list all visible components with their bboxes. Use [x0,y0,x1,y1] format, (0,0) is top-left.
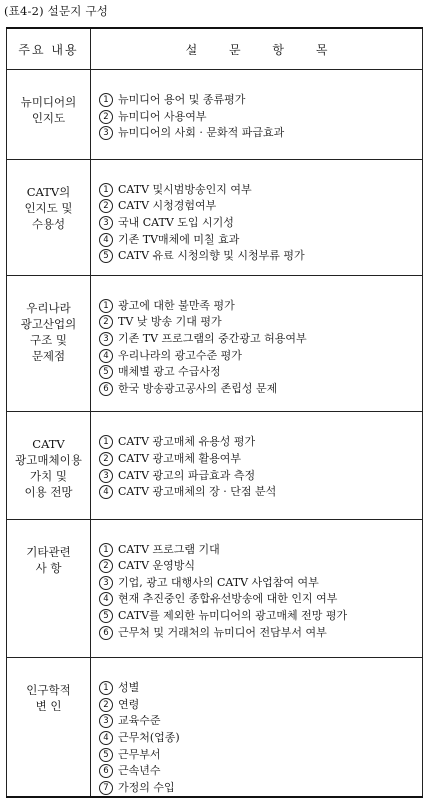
item-number-badge: 3 [99,216,113,230]
item-number-badge: 4 [99,485,113,499]
item-text: 가정의 수입 [118,781,175,794]
item-text: 뉴미디어 용어 및 종류평가 [118,93,245,106]
section-items [91,412,423,519]
list-item [99,730,422,747]
header-items: 설 문 항 목 [91,28,423,70]
list-item [99,125,422,142]
list-item [99,215,422,232]
item-number-badge: 3 [99,576,113,590]
item-list [99,542,422,642]
item-text: CATV 운영방식 [118,559,195,572]
section-topic-line: 기타관련 [7,544,90,560]
item-text: 뉴미디어의 사회 · 문화적 파급효과 [118,126,284,139]
section-topic-line: 가치 및 [7,468,90,484]
section-topic-line: 인지도 및 [7,200,90,216]
item-number-badge: 1 [99,93,113,107]
section-topic-line: CATV [7,436,90,452]
list-item [99,434,422,451]
item-text: TV 낮 방송 기대 평가 [118,315,222,328]
section-row [7,70,423,160]
section-row [7,412,423,519]
section-topic-line: 수용성 [7,216,90,232]
list-item [99,780,422,797]
item-number-badge: 1 [99,435,113,449]
item-number-badge: 5 [99,365,113,379]
list-item [99,298,422,315]
list-item [99,381,422,398]
section-topic-line: 구조 및 [7,332,90,348]
item-number-badge: 2 [99,199,113,213]
list-item [99,468,422,485]
item-text: CATV 광고의 파급효과 측정 [118,469,255,482]
item-text: 근무부서 [118,748,161,761]
list-item [99,109,422,126]
section-topic [7,160,91,275]
item-number-badge: 5 [99,748,113,762]
section-topic-line: 뉴미디어의 [7,94,90,110]
item-list [99,434,422,500]
section-topic-line: 우리나라 [7,300,90,316]
item-text: CATV 유료 시청의향 및 시청부류 평가 [118,249,305,262]
section-topic-line: 변 인 [7,698,90,714]
item-text: CATV 광고매체의 장 · 단점 분석 [118,485,276,498]
item-number-badge: 1 [99,543,113,557]
item-number-badge: 3 [99,332,113,346]
item-number-badge: 2 [99,315,113,329]
section-row [7,160,423,275]
section-topic-line: 인구학적 [7,682,90,698]
section-items [91,70,423,160]
item-number-badge: 1 [99,299,113,313]
item-list [99,680,422,796]
item-text: 매체별 광고 수급사정 [118,365,221,378]
item-number-badge: 2 [99,698,113,712]
item-number-badge: 4 [99,731,113,745]
list-item [99,198,422,215]
item-text: CATV 광고매체 활용여부 [118,452,241,465]
table-caption: (표4-2) 설문지 구성 [4,3,108,19]
section-topic-line: 문제점 [7,348,90,364]
table-body [7,70,423,798]
item-text: 현재 추진중인 종합유선방송에 대한 인지 여부 [118,592,337,605]
list-item [99,484,422,501]
item-text: CATV를 제외한 뉴미디어의 광고매체 전망 평가 [118,609,347,622]
section-items [91,520,423,658]
list-item [99,248,422,265]
section-items [91,160,423,275]
section-row [7,276,423,412]
item-list [99,92,422,142]
list-item [99,747,422,764]
section-topic-line: 사 항 [7,560,90,576]
list-item [99,697,422,714]
list-item [99,608,422,625]
item-text: 국내 CATV 도입 시기성 [118,216,234,229]
item-text: 뉴미디어 사용여부 [118,110,207,123]
table-header-row [7,28,423,70]
item-text: 우리나라의 광고수준 평가 [118,349,242,362]
list-item [99,451,422,468]
header-topic: 주요 내용 [7,28,91,70]
item-text: 교육수준 [118,714,161,727]
list-item [99,92,422,109]
item-number-badge: 4 [99,592,113,606]
list-item [99,591,422,608]
item-text: 연령 [118,698,139,711]
section-topic [7,658,91,797]
item-number-badge: 3 [99,469,113,483]
list-item [99,232,422,249]
item-number-badge: 1 [99,183,113,197]
item-list [99,182,422,265]
item-text: 기존 TV 프로그램의 중간광고 허용여부 [118,332,307,345]
item-number-badge: 2 [99,452,113,466]
item-number-badge: 3 [99,714,113,728]
item-number-badge: 6 [99,626,113,640]
section-items [91,658,423,797]
list-item [99,575,422,592]
item-number-badge: 6 [99,382,113,396]
item-text: 성별 [118,681,139,694]
section-topic [7,276,91,412]
item-number-badge: 2 [99,559,113,573]
item-text: 기존 TV매체에 미칠 효과 [118,233,239,246]
section-topic [7,70,91,160]
item-text: CATV 시청경험여부 [118,199,216,212]
list-item [99,680,422,697]
list-item [99,713,422,730]
item-text: 한국 방송광고공사의 존립성 문제 [118,382,277,395]
section-row [7,520,423,658]
item-list [99,298,422,398]
section-topic-line: 광고산업의 [7,316,90,332]
item-number-badge: 5 [99,609,113,623]
section-row [7,658,423,797]
section-topic [7,520,91,658]
item-text: 근무처(업종) [118,731,180,744]
item-number-badge: 4 [99,233,113,247]
item-number-badge: 1 [99,681,113,695]
list-item [99,182,422,199]
list-item [99,348,422,365]
list-item [99,364,422,381]
item-number-badge: 4 [99,349,113,363]
item-text: CATV 및시범방송인지 여부 [118,183,252,196]
list-item [99,763,422,780]
list-item [99,331,422,348]
section-items [91,276,423,412]
questionnaire-table [6,27,423,798]
item-text: 근무처 및 거래처의 뉴미디어 전담부서 여부 [118,626,327,639]
list-item [99,314,422,331]
item-number-badge: 2 [99,110,113,124]
section-topic-line: 인지도 [7,110,90,126]
item-text: CATV 프로그램 기대 [118,543,220,556]
section-topic-line: 이용 전망 [7,484,90,500]
item-number-badge: 6 [99,764,113,778]
section-topic [7,412,91,519]
list-item [99,625,422,642]
list-item [99,558,422,575]
item-number-badge: 3 [99,126,113,140]
list-item [99,542,422,559]
section-topic-line: CATV의 [7,184,90,200]
item-number-badge: 7 [99,781,113,795]
item-text: 광고에 대한 불만족 평가 [118,299,235,312]
item-number-badge: 5 [99,249,113,263]
section-topic-line: 광고매체이용 [7,452,90,468]
item-text: CATV 광고매체 유용성 평가 [118,435,255,448]
item-text: 기업, 광고 대행사의 CATV 사업참여 여부 [118,576,319,589]
item-text: 근속년수 [118,764,161,777]
